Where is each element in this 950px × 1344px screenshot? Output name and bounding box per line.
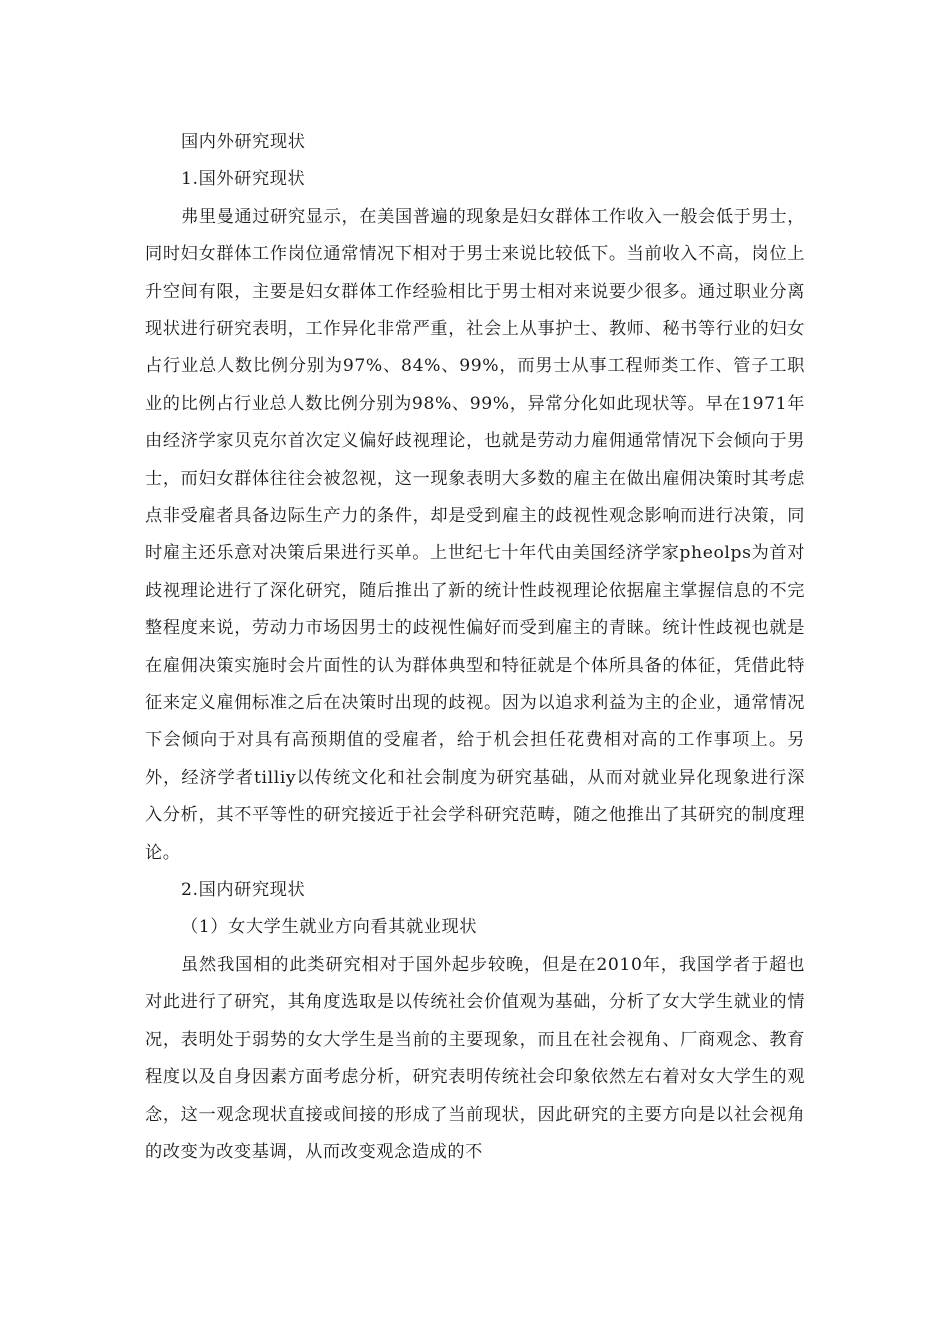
- domestic-research-heading: 2.国内研究现状: [181, 880, 306, 901]
- foreign-research-paragraph: 弗里曼通过研究显示，在美国普遍的现象是妇女群体工作收入一般会低于男士，同时妇女群体工作岗位通常情况下相对于男士来说比较低下。当前收入不高，岗位上升空间有限，主要是妇女群体工作经验相比于男士相对来说要少很多。通过职业分离现状进行研究表明，工作异化非常严重，社会上从事护士、教师、秘书等行业的妇女占行业总人数比例分别为97%、84%、99%，而男士从事工程师类工作、管子工职业的比例占行业总人数比例分别为98%、99%，异常分化如此现状等。早在1971年由经济学家贝克尔首次定义偏好歧视理论，也就是劳动力雇佣通常情况下会倾向于男士，而妇女群体往往会被忽视，这一现象表明大多数的雇主在做出雇佣决策时其考虑点非受雇者具备边际生产力的条件，却是受到雇主的歧视性观念影响而进行决策，同时雇主还乐意对决策后果进行买单。上世纪七十年代由美国经济学家pheolps为首对歧视理论进行了深化研究，随后推出了新的统计性歧视理论依据雇主掌握信息的不完整程度来说，劳动力市场因男士的歧视性偏好而受到雇主的青睐。统计性歧视也就是在雇佣决策实施时会片面性的认为群体典型和特征就是个体所具备的体征，凭借此特征来定义雇佣标准之后在决策时出现的歧视。因为以追求利益为主的企业，通常情况下会倾向于对具有高预期值的受雇者，给于机会担任花费相对高的工作事项上。另外，经济学者tilliy以传统文化和社会制度为研究基础，从而对就业异化现象进行深入分析，其不平等性的研究接近于社会学科研究范畴，随之他推出了其研究的制度理论。: [145, 206, 805, 863]
- document-body: [145, 124, 805, 1171]
- foreign-research-heading: 1.国外研究现状: [181, 169, 306, 190]
- domestic-research-paragraph: 虽然我国相的此类研究相对于国外起步较晚，但是在2010年，我国学者于超也对此进行了研究，其角度选取是以传统社会价值观为基础，分析了女大学生就业的情况，表明处于弱势的女大学生是当前的主要现象，而且在社会视角、厂商观念、教育程度以及自身因素方面考虑分析，研究表明传统社会印象依然左右着对女大学生的观念，这一观念现状直接或间接的形成了当前现状，因此研究的主要方向是以社会视角的改变为改变基调，从而改变观念造成的不: [145, 954, 805, 1162]
- female-graduates-subheading: （1）女大学生就业方向看其就业现状: [181, 917, 478, 938]
- section-title: 国内外研究现状: [181, 132, 306, 152]
